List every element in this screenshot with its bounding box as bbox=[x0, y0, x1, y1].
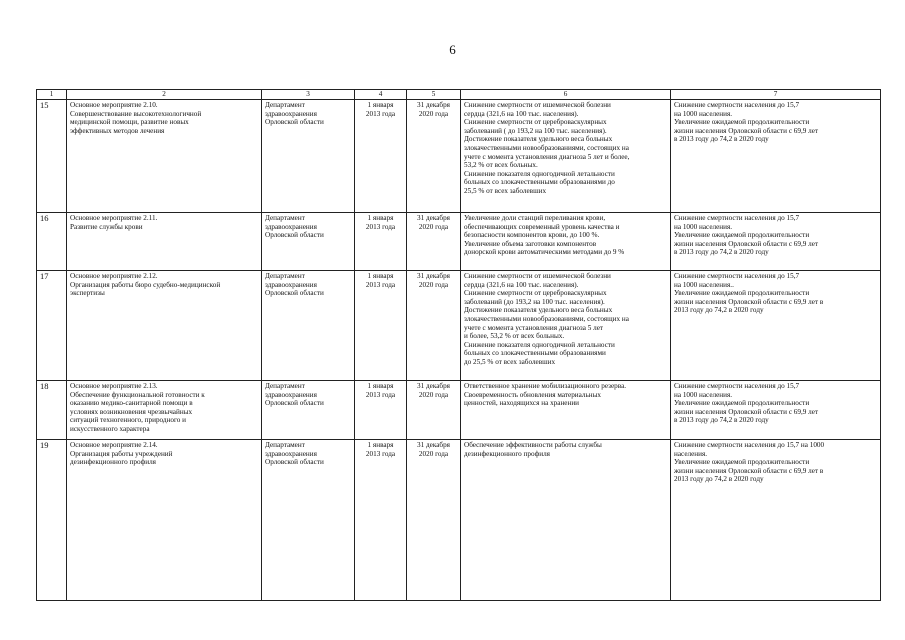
cell-line: здравоохранения bbox=[265, 390, 317, 399]
cell-line: Основное мероприятие 2.10. bbox=[70, 101, 158, 109]
cell-line: Орловской области bbox=[265, 231, 324, 240]
end-date-cell bbox=[407, 440, 461, 601]
cell-line: злокачественными новообразованиями, состоящих на bbox=[464, 143, 629, 152]
target-cell bbox=[671, 271, 881, 381]
column-header: 4 bbox=[355, 90, 407, 100]
cell-line: до 25,5 % от всех заболевших bbox=[464, 357, 556, 366]
cell-line: Совершенствование высокотехнологичной bbox=[70, 109, 202, 118]
table-row bbox=[37, 100, 881, 213]
cell-line: 1 января bbox=[367, 101, 394, 109]
result-cell bbox=[461, 271, 671, 381]
department-cell bbox=[262, 440, 355, 601]
cell-line: злокачественными новообразованиями, состоящих на bbox=[464, 314, 629, 323]
cell-line: Увеличение ожидаемой продолжительности bbox=[674, 231, 810, 240]
row-number-cell: 19 bbox=[37, 440, 67, 601]
target-cell bbox=[671, 440, 881, 601]
start-date-cell bbox=[355, 100, 407, 213]
cell-line: в 2013 году до 74,2 в 2020 году bbox=[674, 248, 769, 257]
cell-line: учете с момента установления диагноза 5 лет bbox=[464, 323, 604, 332]
measure-cell bbox=[67, 381, 262, 440]
cell-line: оказанию медико-санитарной помощи в bbox=[70, 399, 193, 408]
cell-line: в 2013 году до 74,2 в 2020 году bbox=[674, 135, 769, 144]
start-date-cell bbox=[355, 440, 407, 601]
cell-line: эффективных методов лечения bbox=[70, 126, 165, 135]
cell-line: Обеспечение функциональной готовности к bbox=[70, 390, 205, 399]
column-header: 2 bbox=[67, 90, 262, 100]
target-cell bbox=[671, 100, 881, 213]
cell-line: Увеличение ожидаемой продолжительности bbox=[674, 118, 810, 127]
cell-line: на 1000 населения.. bbox=[674, 280, 734, 289]
cell-line: заболеваний (до 193,2 на 100 тыс. населения). bbox=[464, 297, 605, 306]
table-row bbox=[37, 271, 881, 381]
cell-line: Снижение смертности населения до 15,7 bbox=[674, 382, 800, 390]
cell-line: экспертизы bbox=[70, 289, 105, 298]
measure-cell bbox=[67, 213, 262, 271]
result-cell bbox=[461, 100, 671, 213]
cell-line: 2020 года bbox=[418, 222, 449, 231]
cell-line: 25,5 % от всех заболевших bbox=[464, 186, 547, 195]
cell-line: 2020 года bbox=[418, 449, 449, 458]
cell-line: Развитие службы крови bbox=[70, 222, 143, 231]
cell-line: 2013 году до 74,2 в 2020 году bbox=[674, 475, 764, 484]
column-header: 7 bbox=[671, 90, 881, 100]
department-cell bbox=[262, 381, 355, 440]
cell-line: 2020 года bbox=[418, 390, 449, 399]
start-date-cell bbox=[355, 381, 407, 440]
cell-line: Увеличение ожидаемой продолжительности bbox=[674, 399, 810, 408]
cell-line: жизни населения Орловской области с 69,9 лет bbox=[674, 239, 819, 248]
cell-line: Увеличение доли станций переливания крови, bbox=[464, 214, 606, 222]
cell-line: 2020 года bbox=[418, 280, 449, 289]
result-cell bbox=[461, 213, 671, 271]
cell-line: 2013 году до 74,2 в 2020 году bbox=[674, 306, 764, 315]
cell-line: учете с момента установления диагноза 5 лет и более, bbox=[464, 152, 630, 161]
cell-line: Увеличение ожидаемой продолжительности bbox=[674, 289, 810, 298]
cell-line: 2020 года bbox=[418, 109, 449, 118]
table-body bbox=[37, 100, 881, 601]
table-row bbox=[37, 381, 881, 440]
cell-line: здравоохранения bbox=[265, 280, 317, 289]
cell-line: Снижение смертности от цереброваскулярных bbox=[464, 289, 607, 298]
cell-line: Департамент bbox=[265, 272, 305, 280]
cell-line: Своевременность обновления материальных bbox=[464, 390, 602, 399]
cell-line: и более, 53,2 % от всех больных. bbox=[464, 332, 565, 341]
cell-line: Снижение смертности населения до 15,7 на 1000 bbox=[674, 441, 825, 449]
end-date-cell bbox=[407, 381, 461, 440]
header-row bbox=[37, 90, 881, 100]
cell-line: Достижение показателя удельного веса больных bbox=[464, 135, 613, 144]
cell-line: населения. bbox=[674, 449, 708, 458]
column-header: 5 bbox=[407, 90, 461, 100]
cell-line: Снижение смертности населения до 15,7 bbox=[674, 214, 800, 222]
cell-line: 31 декабря bbox=[417, 441, 450, 449]
cell-line: здравоохранения bbox=[265, 109, 317, 118]
cell-line: 1 января bbox=[367, 272, 394, 280]
cell-line: 31 декабря bbox=[417, 214, 450, 222]
cell-line: Достижение показателя удельного веса больных bbox=[464, 306, 613, 315]
cell-line: сердца (321,6 на 100 тыс. населения). bbox=[464, 109, 579, 118]
cell-line: 2013 года bbox=[365, 222, 396, 231]
cell-line: Департамент bbox=[265, 382, 305, 390]
start-date-cell bbox=[355, 213, 407, 271]
cell-line: 31 декабря bbox=[417, 272, 450, 280]
department-cell bbox=[262, 100, 355, 213]
cell-line: Орловской области bbox=[265, 458, 324, 467]
cell-line: 31 декабря bbox=[417, 382, 450, 390]
cell-line: условиях возникновения чрезвычайных bbox=[70, 407, 193, 416]
cell-line: Снижение смертности населения до 15,7 bbox=[674, 101, 800, 109]
cell-line: Орловской области bbox=[265, 289, 324, 298]
cell-line: Снижение смертности от цереброваскулярных bbox=[464, 118, 607, 127]
start-date-cell bbox=[355, 271, 407, 381]
cell-line: жизни населения Орловской области с 69,9 лет в bbox=[674, 466, 824, 475]
cell-line: 53,2 % от всех больных. bbox=[464, 161, 538, 170]
cell-line: Основное мероприятие 2.11. bbox=[70, 214, 158, 222]
cell-line: жизни населения Орловской области с 69,9 лет в bbox=[674, 297, 824, 306]
cell-line: Снижение показателя одногодичной летальности bbox=[464, 340, 615, 349]
cell-line: ситуаций техногенного, природного и bbox=[70, 416, 187, 425]
department-cell bbox=[262, 213, 355, 271]
cell-line: жизни населения Орловской области с 69,9 лет bbox=[674, 126, 819, 135]
cell-line: в 2013 году до 74,2 в 2020 году bbox=[674, 416, 769, 425]
cell-line: Снижение показателя одногодичной летальности bbox=[464, 169, 615, 178]
row-number-cell: 18 bbox=[37, 381, 67, 440]
cell-line: Департамент bbox=[265, 214, 305, 222]
cell-line: искусственного характера bbox=[70, 424, 150, 433]
cell-line: Обеспечение эффективности работы службы bbox=[464, 441, 602, 449]
target-cell bbox=[671, 213, 881, 271]
cell-line: Основное мероприятие 2.12. bbox=[70, 272, 158, 280]
column-header: 3 bbox=[262, 90, 355, 100]
cell-line: Основное мероприятие 2.14. bbox=[70, 441, 158, 449]
cell-line: заболеваний ( до 193,2 на 100 тыс. населения). bbox=[464, 126, 607, 135]
department-cell bbox=[262, 271, 355, 381]
cell-line: Увеличение объема заготовки компонентов bbox=[464, 239, 597, 248]
row-number-cell: 15 bbox=[37, 100, 67, 213]
cell-line: 1 января bbox=[367, 382, 394, 390]
row-number-cell: 17 bbox=[37, 271, 67, 381]
cell-line: 1 января bbox=[367, 441, 394, 449]
cell-line: ценностей, находящихся на хранении bbox=[464, 399, 580, 408]
cell-line: Основное мероприятие 2.13. bbox=[70, 382, 158, 390]
cell-line: на 1000 населения. bbox=[674, 109, 733, 118]
cell-line: Организация работы учреждений bbox=[70, 449, 173, 458]
cell-line: дезинфекционного профиля bbox=[70, 458, 156, 467]
result-cell bbox=[461, 381, 671, 440]
result-cell bbox=[461, 440, 671, 601]
cell-line: Организация работы бюро судебно-медицинской bbox=[70, 280, 221, 289]
cell-line: 2013 года bbox=[365, 390, 396, 399]
end-date-cell bbox=[407, 100, 461, 213]
cell-line: Ответственное хранение мобилизационного резерва. bbox=[464, 382, 627, 390]
table-row bbox=[37, 440, 881, 601]
end-date-cell bbox=[407, 271, 461, 381]
cell-line: 31 декабря bbox=[417, 101, 450, 109]
cell-line: на 1000 населения. bbox=[674, 390, 733, 399]
cell-line: 1 января bbox=[367, 214, 394, 222]
cell-line: 2013 года bbox=[365, 109, 396, 118]
cell-line: здравоохранения bbox=[265, 449, 317, 458]
cell-line: больных со злокачественными образованиями bbox=[464, 349, 606, 358]
column-header: 1 bbox=[37, 90, 67, 100]
cell-line: медицинской помощи, развитие новых bbox=[70, 118, 189, 127]
cell-line: Департамент bbox=[265, 441, 305, 449]
cell-line: безопасности компонентов крови, до 100 %. bbox=[464, 231, 600, 240]
cell-line: жизни населения Орловской области с 69,9 лет bbox=[674, 407, 819, 416]
column-header: 6 bbox=[461, 90, 671, 100]
cell-line: здравоохранения bbox=[265, 222, 317, 231]
cell-line: Орловской области bbox=[265, 399, 324, 408]
page-number: 6 bbox=[449, 42, 456, 57]
cell-line: дезинфекционного профиля bbox=[464, 449, 550, 458]
cell-line: больных со злокачественными образованиями до bbox=[464, 178, 615, 187]
cell-line: Снижение смертности от ишемической болезни bbox=[464, 272, 611, 280]
measure-cell bbox=[67, 271, 262, 381]
cell-line: сердца (321,6 на 100 тыс. населения). bbox=[464, 280, 579, 289]
cell-line: Снижение смертности от ишемической болезни bbox=[464, 101, 611, 109]
measure-cell bbox=[67, 100, 262, 213]
cell-line: 2013 года bbox=[365, 449, 396, 458]
cell-line: Увеличение ожидаемой продолжительности bbox=[674, 458, 810, 467]
cell-line: Департамент bbox=[265, 101, 305, 109]
program-table bbox=[36, 89, 881, 601]
cell-line: обеспечивающих современный уровень качества и bbox=[464, 222, 620, 231]
cell-line: 2013 года bbox=[365, 280, 396, 289]
cell-line: Снижение смертности населения до 15,7 bbox=[674, 272, 800, 280]
target-cell bbox=[671, 381, 881, 440]
table-row bbox=[37, 213, 881, 271]
cell-line: донорской крови автоматическими методами до 9 % bbox=[464, 248, 625, 257]
cell-line: Орловской области bbox=[265, 118, 324, 127]
measure-cell bbox=[67, 440, 262, 601]
row-number-cell: 16 bbox=[37, 213, 67, 271]
end-date-cell bbox=[407, 213, 461, 271]
cell-line: на 1000 населения. bbox=[674, 222, 733, 231]
